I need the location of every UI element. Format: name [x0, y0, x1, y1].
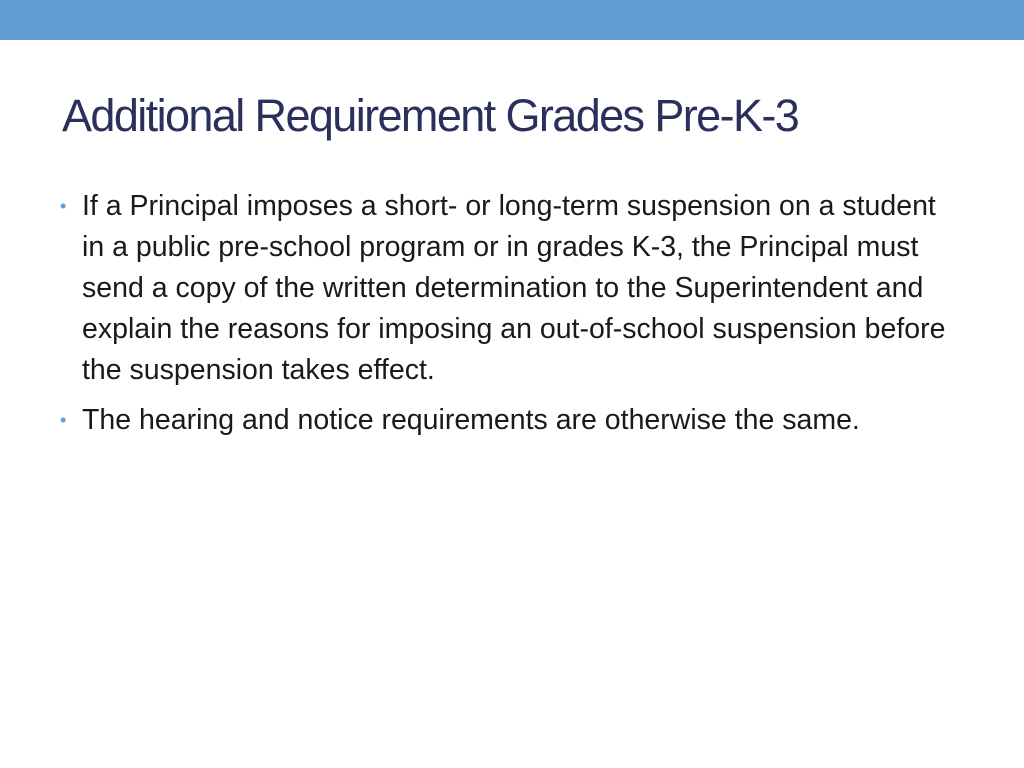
- bullet-dot-icon: •: [60, 410, 67, 430]
- bullet-text: If a Principal imposes a short- or long-term suspension on a student in a public pre-school program or in grades K-3, the Principal must send a copy of the written determination to the Superintendent and explain the reasons for imposing an out-of-school suspension before the suspension takes effect.: [82, 190, 946, 386]
- top-accent-band: [0, 0, 1024, 40]
- bullet-dot-icon: •: [60, 196, 67, 216]
- bullet-item: [60, 186, 960, 391]
- bullet-list: [60, 186, 960, 450]
- slide-title: Additional Requirement Grades Pre-K-3: [62, 90, 799, 141]
- bullet-text: The hearing and notice requirements are otherwise the same.: [82, 404, 860, 436]
- bullet-item: [60, 400, 960, 441]
